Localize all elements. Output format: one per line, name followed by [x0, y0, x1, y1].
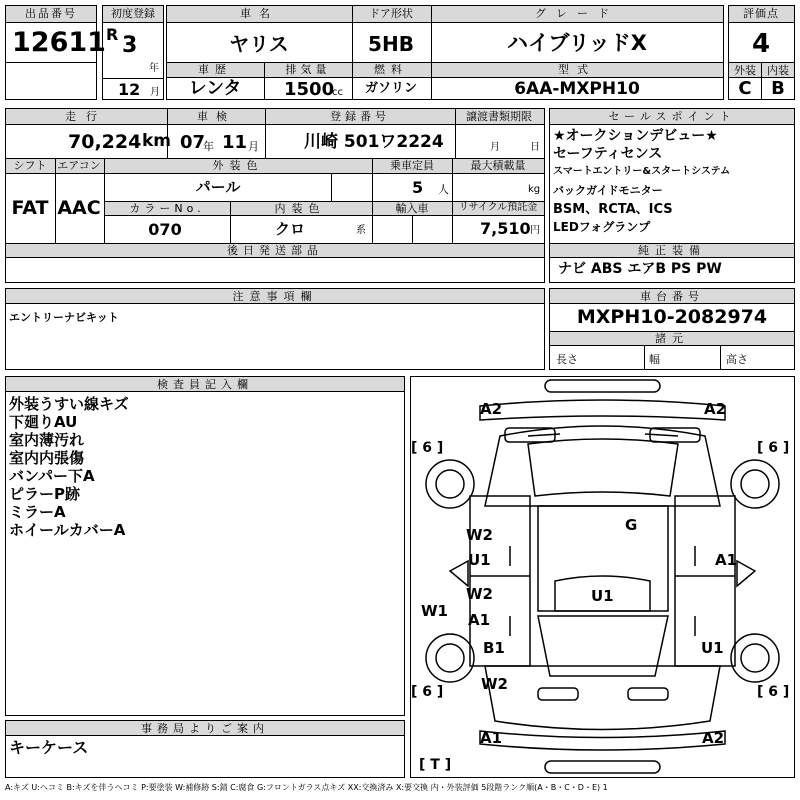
- inspector-line: 室内薄汚れ: [9, 431, 85, 449]
- sales-line: スマートエントリー&スタートシステム: [553, 166, 731, 177]
- inspector-line: バンパー下A: [9, 467, 95, 485]
- damage-mark: A1: [468, 611, 491, 629]
- inspector-lines: [9, 395, 129, 539]
- inspection-month-unit: 月: [248, 140, 259, 153]
- transfer-day-unit: 日: [530, 142, 540, 153]
- displacement-label: 排気量: [285, 63, 331, 76]
- ext-color: パール: [195, 178, 241, 196]
- int-color-label: 内装色: [274, 202, 326, 215]
- length-label: 長さ: [556, 353, 578, 366]
- car-diagram: [410, 376, 795, 778]
- damage-mark: W2: [466, 526, 493, 544]
- air-conditioner: AAC: [57, 197, 101, 219]
- reg-month: 12: [118, 80, 141, 99]
- displacement: 1500: [284, 79, 335, 100]
- sales-line: ★オークションデビュー★: [553, 128, 718, 144]
- shift: FAT: [11, 197, 49, 219]
- reg-year: 3: [122, 33, 138, 58]
- load-label: 最大積載量: [470, 159, 526, 172]
- int-color-unit: 系: [356, 225, 366, 236]
- damage-mark: U1: [591, 587, 614, 605]
- transfer-month-unit: 月: [490, 142, 500, 153]
- damage-mark: A2: [702, 729, 725, 747]
- capacity: 5: [412, 178, 424, 197]
- reg-year-unit: 年: [149, 63, 159, 74]
- tire-mark: [ 6 ]: [757, 440, 790, 456]
- door-type: 5HB: [368, 32, 414, 56]
- sales-label: セールスポイント: [608, 110, 736, 123]
- inspection-year: 07: [180, 132, 206, 153]
- capacity-unit: 人: [438, 183, 449, 196]
- int-grade: B: [771, 78, 785, 99]
- history-label: 車歴: [198, 63, 232, 76]
- damage-mark: W1: [421, 602, 448, 620]
- import-label: 輸入車: [395, 202, 429, 215]
- damage-mark: W2: [481, 675, 508, 693]
- era-letter: R: [106, 25, 119, 44]
- lot-label: 出品番号: [25, 7, 77, 20]
- inspector-line: ピラーP跡: [9, 485, 80, 503]
- equip-label: 純正装備: [638, 244, 706, 257]
- int-grade-label: 内装: [767, 64, 789, 77]
- inspector-line: ミラーA: [9, 503, 66, 521]
- first-reg-label: 初度登録: [111, 7, 155, 20]
- ext-color-label: 外装色: [212, 159, 264, 172]
- damage-mark: A2: [704, 400, 727, 418]
- inspection-label: 車検: [197, 110, 235, 123]
- recycle-fee: 7,510: [480, 219, 531, 238]
- model-code: 6AA-MXPH10: [514, 79, 640, 99]
- damage-mark: A1: [480, 729, 503, 747]
- tire-mark: [ 6 ]: [757, 684, 790, 700]
- width-label: 幅: [649, 353, 660, 366]
- recycle-label: リサイクル預託金: [458, 202, 538, 213]
- grade-label: グレード: [535, 7, 619, 20]
- tire-mark: [ T ]: [419, 757, 452, 773]
- inspector-line: ホイールカバーA: [9, 521, 126, 539]
- damage-mark: U1: [701, 639, 724, 657]
- inspection-year-unit: 年: [203, 140, 214, 153]
- grade: ハイブリッドX: [507, 31, 647, 55]
- overall-score: 4: [751, 29, 771, 59]
- legend: A:キズ U:ヘコミ B:キズを伴うヘコミ P:要塗装 W:補修跡 S:錆 C:腐食 G:フロントガラス点キズ XX:交換済み X:要交換 内・外装評価 5段階ランク順(A・B・C・D・E) 1: [5, 783, 608, 792]
- sales-line: バックガイドモニター: [553, 184, 663, 197]
- ext-grade-label: 外装: [734, 64, 756, 77]
- damage-mark: U1: [468, 551, 491, 569]
- score-label: 評価点: [743, 7, 779, 20]
- fuel: ガソリン: [364, 81, 418, 96]
- color-no: 070: [148, 220, 182, 239]
- inspector-line: 室内内張傷: [9, 449, 85, 467]
- chassis-number: MXPH10-2082974: [576, 306, 768, 328]
- office-text: キーケース: [9, 738, 89, 757]
- height-label: 高さ: [726, 353, 748, 366]
- chassis-label: 車台番号: [640, 290, 704, 303]
- displacement-unit: cc: [332, 87, 343, 98]
- model-label: 型式: [558, 63, 596, 76]
- reg-month-unit: 月: [150, 87, 160, 98]
- damage-mark: B1: [483, 639, 505, 657]
- damage-mark: G: [625, 516, 638, 534]
- damage-mark: A2: [480, 400, 503, 418]
- capacity-label: 乗車定員: [390, 159, 434, 172]
- car-name-label: 車名: [240, 7, 278, 20]
- later-parts-label: 後日発送部品: [227, 244, 323, 257]
- equip: ナビ ABS エアB PS PW: [558, 261, 722, 277]
- shift-label: シフト: [13, 159, 47, 172]
- history: レンタ: [188, 78, 242, 99]
- inspector-line: 下廻りAU: [9, 413, 78, 431]
- notes-label: 注意事項欄: [232, 290, 318, 303]
- lot-number: 12611: [12, 27, 106, 58]
- reg-no-label: 登録番号: [330, 110, 390, 123]
- sales-line: LEDフォグランプ: [553, 220, 651, 234]
- ext-grade: C: [738, 78, 752, 99]
- door-label: ドア形状: [369, 7, 413, 20]
- color-no-label: カラーNo.: [129, 202, 205, 215]
- fuel-label: 燃料: [374, 63, 408, 76]
- inspector-label: 検査員記入欄: [157, 378, 253, 391]
- mileage: 70,224: [68, 131, 142, 153]
- office-label: 事務局よりご案内: [141, 722, 269, 735]
- inspection-month: 11: [222, 132, 248, 153]
- damage-mark: W2: [466, 585, 493, 603]
- mileage-label: 走行: [65, 110, 107, 123]
- sales-line: セーフティセンス: [553, 146, 663, 162]
- spec-label: 諸元: [655, 332, 689, 345]
- tire-mark: [ 6 ]: [411, 440, 444, 456]
- damage-mark: A1: [715, 551, 738, 569]
- inspector-line: 外装うすい線キズ: [9, 395, 129, 413]
- mileage-unit: km: [142, 131, 172, 151]
- notes-text: エントリーナビキット: [9, 311, 119, 324]
- transfer-label: 譲渡書類期限: [466, 110, 532, 123]
- ac-label: エアコン: [57, 159, 101, 172]
- sales-line: BSM、RCTA、ICS: [553, 202, 673, 217]
- recycle-unit: 円: [530, 225, 540, 236]
- load-unit: kg: [528, 184, 541, 195]
- car-name: ヤリス: [229, 32, 289, 56]
- int-color: クロ: [274, 220, 306, 238]
- reg-number: 川崎 501ワ2224: [304, 132, 444, 152]
- tire-mark: [ 6 ]: [411, 684, 444, 700]
